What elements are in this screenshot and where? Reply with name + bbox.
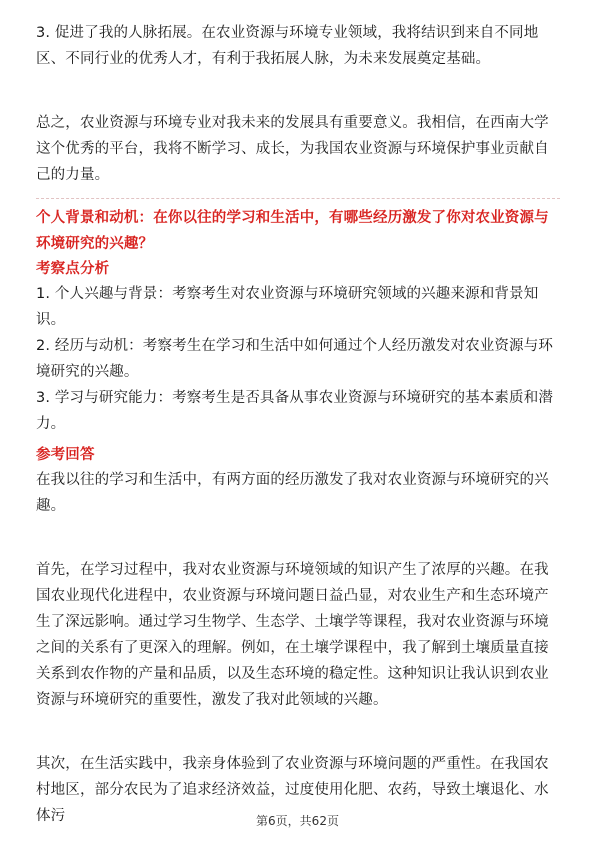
question-heading: 个人背景和动机：在你以往的学习和生活中，有哪些经历激发了你对农业资源与环境研究的兴趣？ (36, 210, 549, 252)
intro-paragraph-1: 3. 促进了我的人脉拓展。在农业资源与环境专业领域，我将结识到来自不同地区、不同行业的优秀人才，有利于我拓展人脉，为未来发展奠定基础。 (36, 25, 539, 67)
analysis-heading: 考察点分析 (36, 261, 110, 277)
analysis-item-2: 2. 经历与动机：考察考生在学习和生活中如何通过个人经历激发对农业资源与环境研究的兴趣。 (36, 338, 553, 380)
analysis-item-1: 1. 个人兴趣与背景：考察考生对农业资源与环境研究领域的兴趣来源和背景知识。 (36, 286, 539, 328)
answer-heading: 参考回答 (36, 447, 95, 463)
page-number: 第6页，共62页 (256, 814, 339, 828)
answer-paragraph-2: 首先，在学习过程中，我对农业资源与环境领域的知识产生了浓厚的兴趣。在我国农业现代化进程中，农业资源与环境问题日益凸显，对农业生产和生态环境产生了深远影响。通过学习生物学、生态学、土壤学等课程，我对农业资源与环境之间的关系有了更深入的理解。例如，在土壤学课程中，我了解到土壤质量直接关系到农作物的产量和品质，以及生态环境的稳定性。这种知识让我认识到农业资源与环境研究的重要性，激发了我对此领域的兴趣。 (36, 562, 549, 708)
intro-paragraph-2: 总之，农业资源与环境专业对我未来的发展具有重要意义。我相信，在西南大学这个优秀的平台，我将不断学习、成长，为我国农业资源与环境保护事业贡献自己的力量。 (36, 115, 549, 183)
page-footer (0, 812, 595, 829)
document-page (36, 20, 560, 829)
section-divider (36, 198, 560, 199)
answer-paragraph-3: 其次，在生活实践中，我亲身体验到了农业资源与环境问题的严重性。在我国农村地区，部分农民为了追求经济效益，过度使用化肥、农药，导致土壤退化、水体污 (36, 756, 549, 824)
answer-paragraph-1: 在我以往的学习和生活中，有两方面的经历激发了我对农业资源与环境研究的兴趣。 (36, 472, 549, 514)
analysis-item-3: 3. 学习与研究能力：考察考生是否具备从事农业资源与环境研究的基本素质和潜力。 (36, 390, 553, 432)
